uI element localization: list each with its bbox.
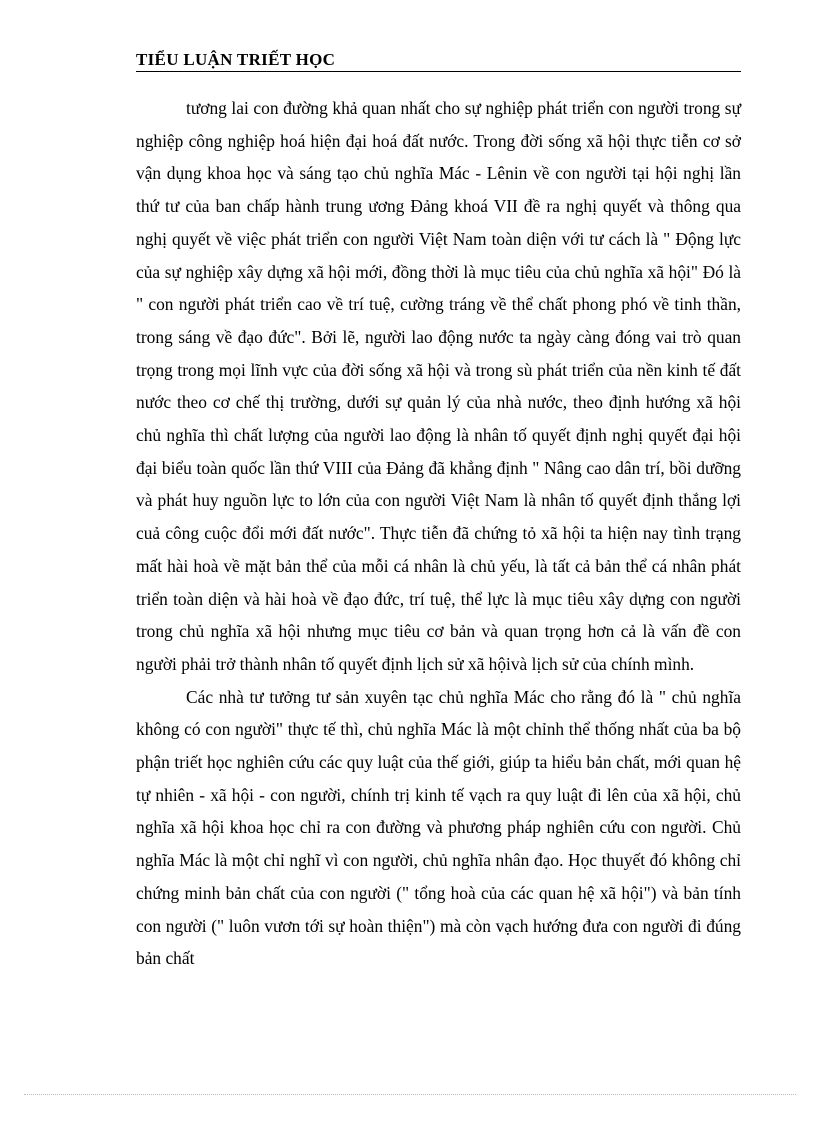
paragraph: tương lai con đường khả quan nhất cho sự nghiệp phát triển con người trong sự nghiệp công nghiệp hoá hiện đại hoá đất nước. Trong đời sống xã hội thực tiễn cơ sở vận dụng khoa học và sáng tạo chủ nghĩa Mác - Lênin về con người tại hội nghị lần thứ tư của ban chấp hành trung ương Đảng khoá VII đề ra nghị quyết và thông qua nghị quyết về việc phát triển con người Việt Nam toàn diện với tư cách là " Động lực của sự nghiệp xây dựng xã hội mới, đồng thời là mục tiêu của chủ nghĩa xã hội" Đó là " con người phát triển cao về trí tuệ, cường tráng về thể chất phong phó về tinh thần, trong sáng về đạo đức". Bởi lẽ, người lao động nước ta ngày càng đóng vai trò quan trọng trong mọi lĩnh vực của đời sống xã hội và trong sù phát triển của nền kinh tế đất nước theo cơ chế thị trường, dưới sự quản lý của nhà nước, theo định hướng xã hội chủ nghĩa thì chất lượng của người lao động là nhân tố quyết định nghị quyết đại hội đại biểu toàn quốc lần thứ VIII của Đảng đã khẳng định " Nâng cao dân trí, bồi dưỡng và phát huy nguồn lực to lớn của con người Việt Nam là nhân tố quyết định thắng lợi cuả công cuộc đổi mới đất nước". Thực tiễn đã chứng tỏ xã hội ta hiện nay tình trạng mất hài hoà về mặt bản thể của mỗi cá nhân là chủ yếu, là tất cả bản thể cá nhân phát triển toàn diện và hài hoà về đạo đức, trí tuệ, thể lực là mục tiêu xây dựng con người trong chủ nghĩa xã hội nhưng mục tiêu cơ bản và quan trọng hơn cả là vấn đề con người phải trở thành nhân tố quyết định lịch sử xã hộivà lịch sử của chính mình. — [136, 98, 741, 674]
page-bottom-border — [24, 1094, 796, 1095]
page-header-title: TIỂU LUẬN TRIẾT HỌC — [136, 50, 336, 69]
document-body — [136, 92, 741, 975]
paragraph: Các nhà tư tưởng tư sản xuyên tạc chủ nghĩa Mác cho rằng đó là " chủ nghĩa không có con người" thực tế thì, chủ nghĩa Mác là một chỉnh thể thống nhất của ba bộ phận triết học nghiên cứu các quy luật của thế giới, giúp ta hiểu bản chất, mới quan hệ tự nhiên - xã hội - con người, chính trị kinh tế vạch ra quy luật đi lên của xã hội, chủ nghĩa xã hội khoa học chỉ ra con đường và phương pháp nghiên cứu con người. Chủ nghĩa Mác là một chỉ nghĩ vì con người, chủ nghĩa nhân đạo. Học thuyết đó không chỉ chứng minh bản chất của con người (" tổng hoà của các quan hệ xã hội") và bản tính con người (" luôn vươn tới sự hoàn thiện") mà còn vạch hướng đưa con người đi đúng bản chất — [136, 686, 741, 969]
header-divider — [136, 71, 741, 72]
